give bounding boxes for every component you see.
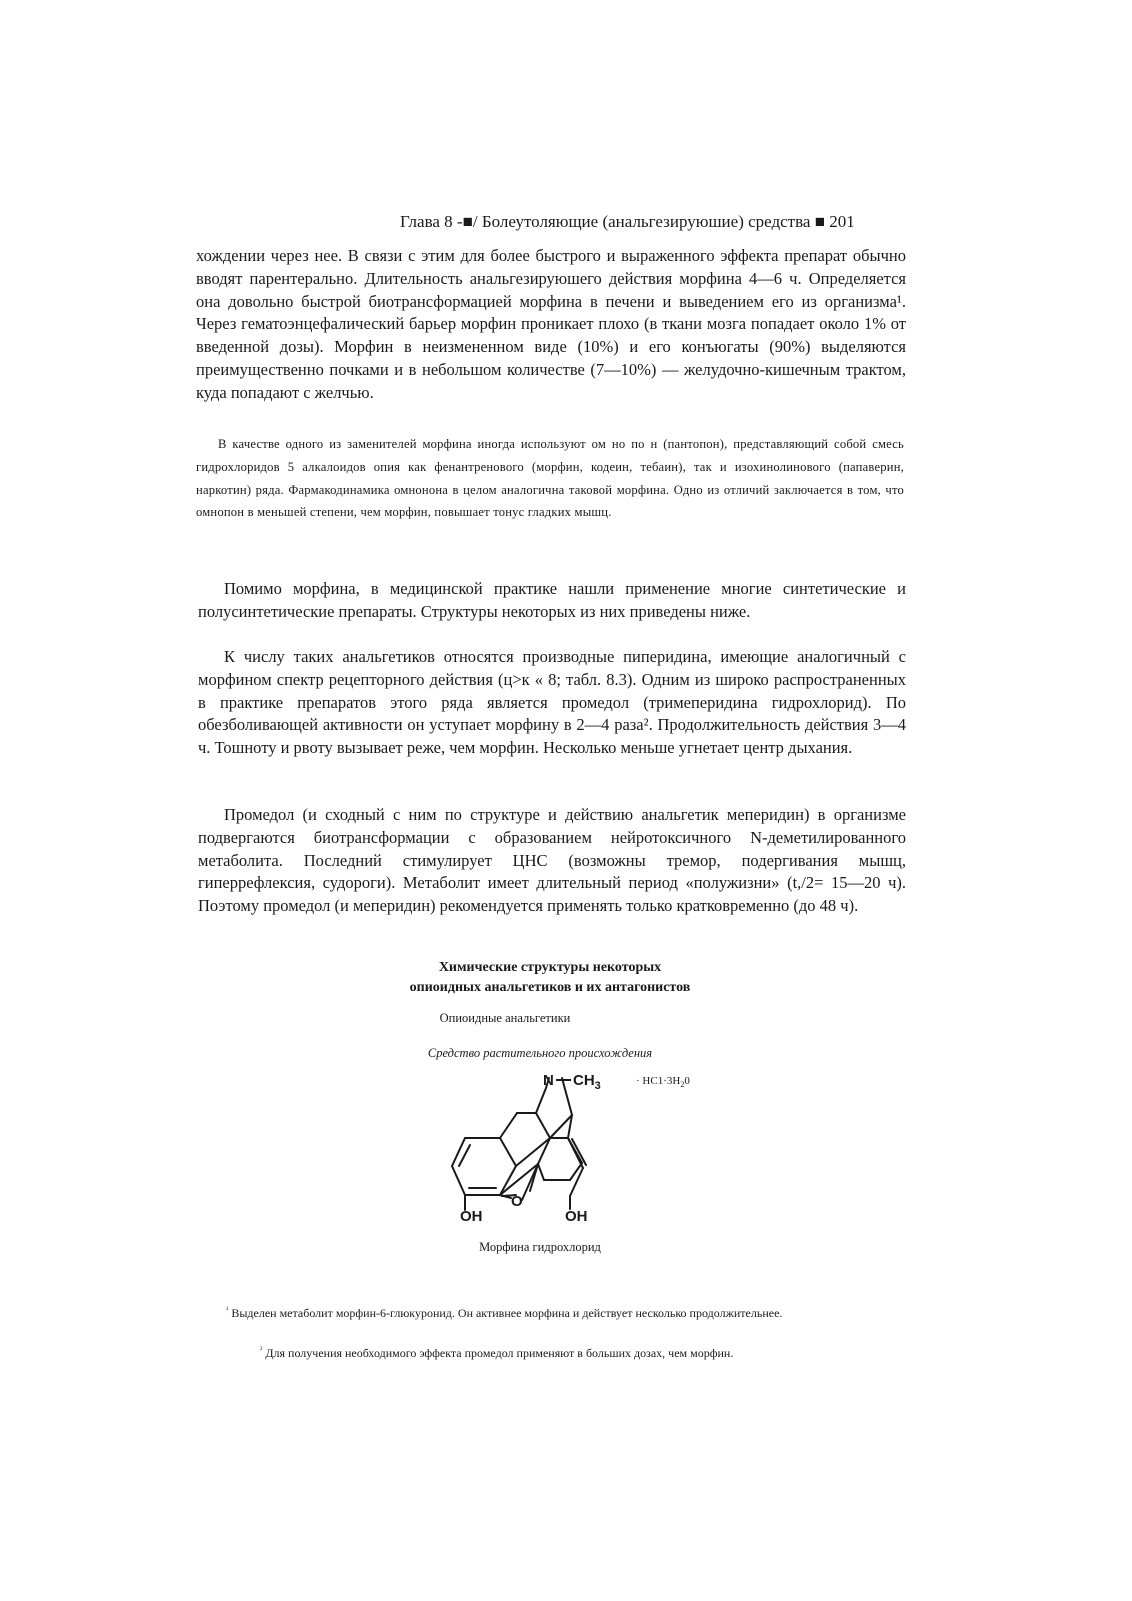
salt-hydrate-label: · $HC1\cdot 3H_20$ (636, 1075, 690, 1089)
figure-title-line2: опиоидных анальгетиков и их антагонистов (409, 980, 691, 995)
paragraph-piperidine-derivatives: К числу таких анальгетиков относятся производные пиперидина, имеющие аналогичный с морфином спектр рецепторного действия (ц>к « 8; табл. 8.3). Одним из широко распространенных в практике препаратов этого ряда является промедол (тримеперидина гидрохлорид). По обезболивающей активности он уступает морфину в 2—4 раза². Продолжительность действия 3—4 ч. Тошноту и рвоту вызывает реже, чем морфин. Несколько меньше угнетает центр дыхания. (198, 647, 906, 758)
methyl-label: $CH_3$ (573, 1072, 601, 1092)
page-header: Глава 8 -■/ Болеутоляющие (анальгезируюшие) средства ■ 201 (400, 212, 855, 231)
paragraph-synthetic-drugs: Помимо морфина, в медицинской практике нашли применение многие синтетические и полусинтетические препараты. Структуры некоторых из них приведены ниже. (198, 579, 906, 621)
paragraph-morphine-pharmacokinetics: хождении через нее. В связи с этим для более быстрого и выраженного эффекта препарат обычно вводят парентерально. Длительность анальгезируюшего действия морфина 4—6 ч. Определяется она довольно быстрой биотрансформацией морфина в печени и выведением его из организма¹. Через гематоэнцефалический барьер морфин проникает плохо (в ткани мозга попадает около 1% от введенной дозы). Морфин в неизмененном виде (10%) и его конъюгаты (90%) выделяются преимущественно почками и в небольшом количестве (7—10%) — желудочно-кишечным трактом, куда попадают с желчью. (196, 246, 906, 402)
structure-caption: Морфина гидрохлорид (479, 1240, 601, 1254)
morphine-structure-diagram (440, 1068, 740, 1233)
hydroxyl-right-label: OH (565, 1208, 588, 1225)
footnote-2: $^{^2}$ Для получения необходимого эффекта промедол применяют в больших дозах, чем морфин. (260, 1345, 734, 1360)
paragraph-promedol-metabolism: Промедол (и сходный с ним по структуре и действию анальгетик меперидин) в организме подвергаются биотрансформации с образованием нейротоксичного N-деметилированного метаболита. Последний стимулирует ЦНС (возможны тремор, подергивания мышц, гиперрефлексия, судороги). Метаболит имеет длительный период «полужизни» (t,/2= 15—20 ч). Поэтому промедол (и меперидин) рекомендуется применять только кратковременно (до 48 ч). (198, 805, 906, 916)
oxygen-bridge-label: O (511, 1193, 523, 1210)
nitrogen-label: N (543, 1072, 554, 1089)
paragraph-omnopon-note: В качестве одного из заменителей морфина иногда используют ом но по н (пантопон), представляющий собой смесь гидрохлоридов 5 алкалоидов опия как фенантренового (морфин, кодеин, тебаин), так и изохинолинового (папаверин, наркотин) ряда. Фармакодинамика омнонона в целом аналогична таковой морфина. Одно из отличий заключается в том, что омнопон в меньшей степени, чем морфин, повышает тонус гладких мышц. (196, 437, 904, 520)
hydroxyl-left-label: OH (460, 1208, 483, 1225)
figure-title-line1: Химические структуры некоторых (438, 960, 662, 975)
figure-subheading: Опиоидные анальгетики (439, 1011, 571, 1025)
footnote-1: $^{^1}$ Выделен метаболит морфин-6-глюкуронид. Он активнее морфина и действует несколько продолжительнее. (226, 1305, 783, 1320)
figure-origin-label: Средство растительного происхождения (427, 1046, 653, 1060)
